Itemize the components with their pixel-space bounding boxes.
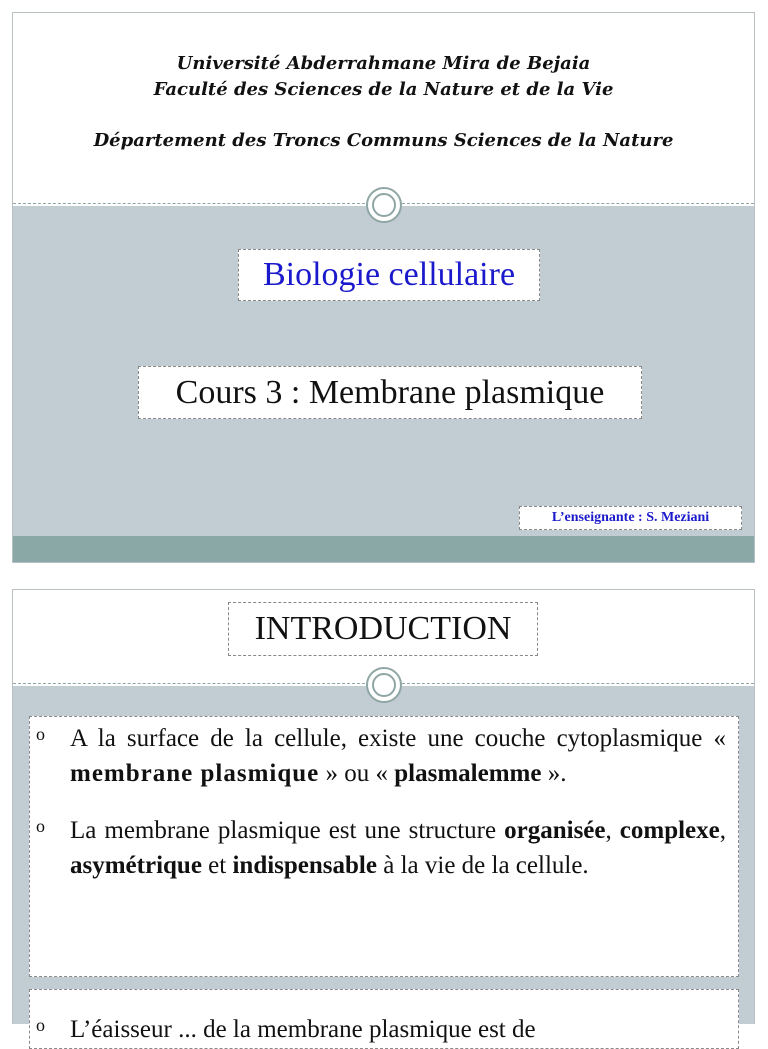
bullet-item <box>36 721 726 791</box>
bullet-text: L’éaisseur ... de la membrane plasmique est de <box>70 1016 536 1043</box>
faculty-name: Faculté des Sciences de la Nature et de la Vie <box>153 79 614 100</box>
circle-bullet-icon: o <box>36 816 45 836</box>
teacher-label: L’enseignante : S. Meziani <box>519 506 742 530</box>
bullet-text: La membrane plasmique est une structure organisée, complexe, asymétrique et indispensable à la vie de la cellule. <box>70 817 726 879</box>
intro-bullets-box <box>29 716 739 977</box>
circle-bullet-icon: o <box>36 1015 45 1035</box>
intro-title: INTRODUCTION <box>228 602 538 656</box>
title-slide <box>12 12 755 563</box>
bottom-strip <box>13 536 754 562</box>
bullet-item <box>36 813 726 883</box>
intro-bullets-box-2 <box>29 989 739 1049</box>
department-name: Département des Troncs Communs Sciences de la Nature <box>93 130 674 151</box>
circle-bullet-icon: o <box>36 724 45 744</box>
divider-ring-icon <box>366 667 402 703</box>
bullet-item <box>36 1012 726 1047</box>
university-name: Université Abderrahmane Mira de Bejaia <box>176 53 591 74</box>
subject-title: Biologie cellulaire <box>238 249 540 301</box>
divider-ring-icon <box>366 187 402 223</box>
bullet-text: A la surface de la cellule, existe une couche cytoplasmique « membrane plasmique » ou « plasmalemme ». <box>70 725 726 787</box>
course-title: Cours 3 : Membrane plasmique <box>138 366 642 419</box>
introduction-slide <box>12 589 755 1043</box>
